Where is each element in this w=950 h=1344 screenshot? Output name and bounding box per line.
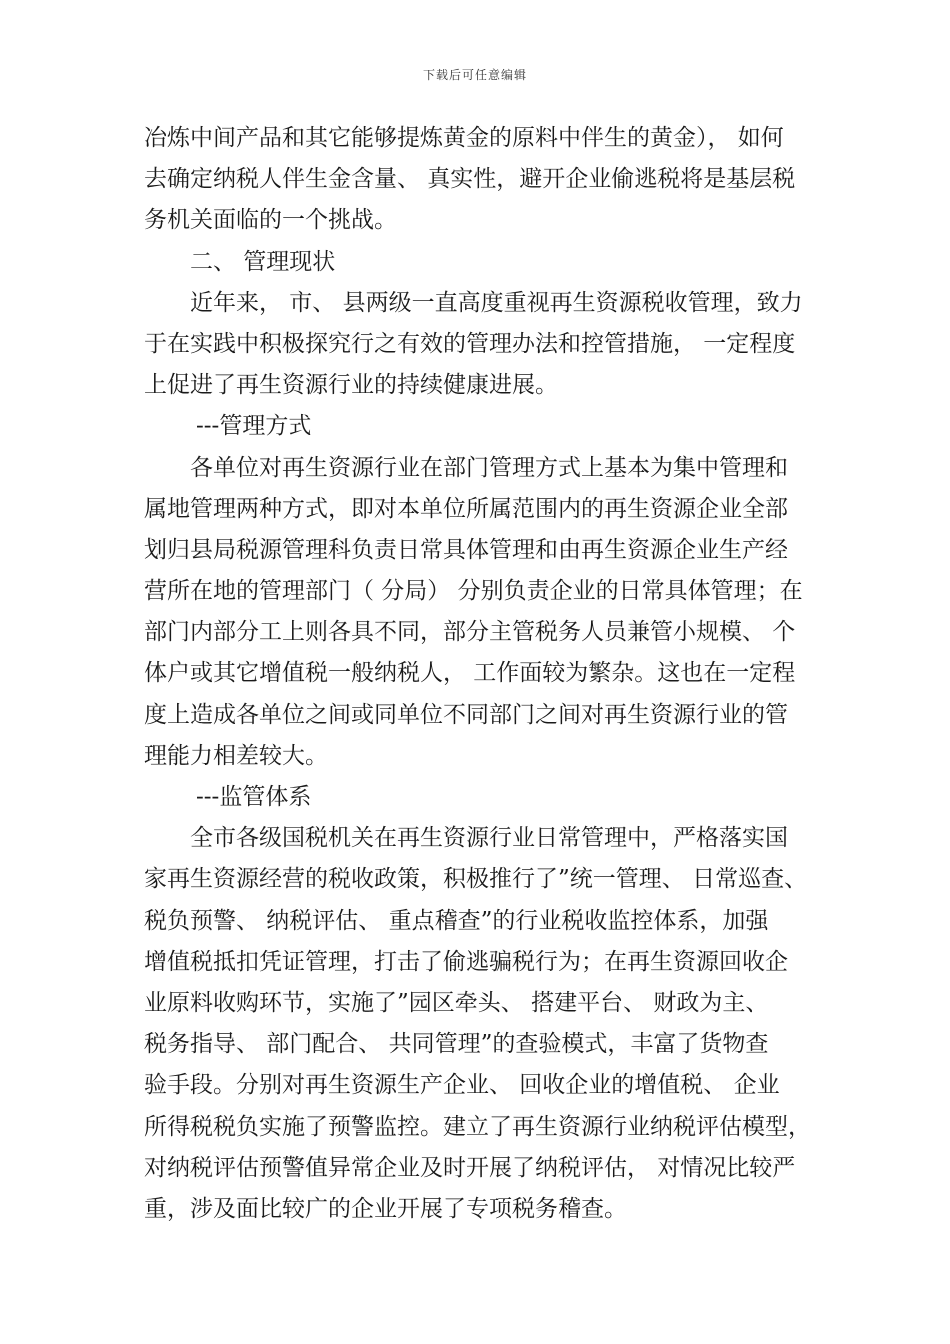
text-line: 增值税抵扣凭证管理，打击了偷逃骗税行为；在再生资源回收企	[144, 948, 788, 975]
text-line: 家再生资源经营的税收政策，积极推行了”统一管理、 日常巡查、	[144, 866, 808, 893]
text-line: 近年来， 市、 县两级一直高度重视再生资源税收管理，致力	[190, 289, 803, 316]
text-line: ---监管体系	[196, 784, 312, 810]
text-line: 所得税税负实施了预警监控。建立了再生资源行业纳税评估模型，	[144, 1113, 811, 1140]
text-line: 去确定纳税人伴生金含量、 真实性，避开企业偷逃税将是基层税	[144, 166, 796, 193]
text-line: 二、 管理现状	[190, 248, 336, 275]
text-line: 冶炼中间产品和其它能够提炼黄金的原料中伴生的黄金）， 如何	[144, 125, 784, 151]
text-line: 划归县局税源管理科负责日常具体管理和由再生资源企业生产经	[144, 536, 788, 563]
text-line: 税负预警、 纳税评估、 重点稽查”的行业税收监控体系，加强	[144, 907, 769, 934]
text-line: 营所在地的管理部门（ 分局） 分别负责企业的日常具体管理；在	[144, 578, 803, 605]
text-line: 全市各级国税机关在再生资源行业日常管理中，严格落实国	[190, 825, 788, 852]
text-line: 税务指导、 部门配合、 共同管理”的查验模式，丰富了货物查	[144, 1031, 769, 1058]
text-line: 于在实践中积极探究行之有效的管理办法和控管措施， 一定程度	[144, 330, 796, 357]
text-line: 上促进了再生资源行业的持续健康进展。	[144, 372, 558, 399]
text-line: 对纳税评估预警值异常企业及时开展了纳税评估， 对情况比较严	[144, 1154, 796, 1181]
page-header: 下载后可任意编辑	[422, 68, 527, 82]
text-line: 务机关面临的一个挑战。	[144, 207, 397, 234]
text-line: 度上造成各单位之间或同单位不同部门之间对再生资源行业的管	[144, 701, 788, 728]
text-line: 部门内部分工上则各具不同，部分主管税务人员兼管小规模、 个	[144, 619, 796, 646]
text-line: ---管理方式	[196, 413, 312, 440]
text-line: 验手段。分别对再生资源生产企业、 回收企业的增值税、 企业	[144, 1072, 780, 1099]
text-line: 各单位对再生资源行业在部门管理方式上基本为集中管理和	[190, 454, 788, 481]
text-line: 属地管理两种方式，即对本单位所属范围内的再生资源企业全部	[144, 495, 788, 522]
document-body	[144, 118, 834, 1230]
text-line: 重，涉及面比较广的企业开展了专项税务稽查。	[144, 1195, 627, 1222]
text-line: 理能力相差较大。	[144, 742, 328, 769]
text-line: 业原料收购环节，实施了”园区牵头、 搭建平台、 财政为主、	[144, 989, 769, 1016]
text-line: 体户或其它增值税一般纳税人， 工作面较为繁杂。这也在一定程	[144, 660, 796, 687]
